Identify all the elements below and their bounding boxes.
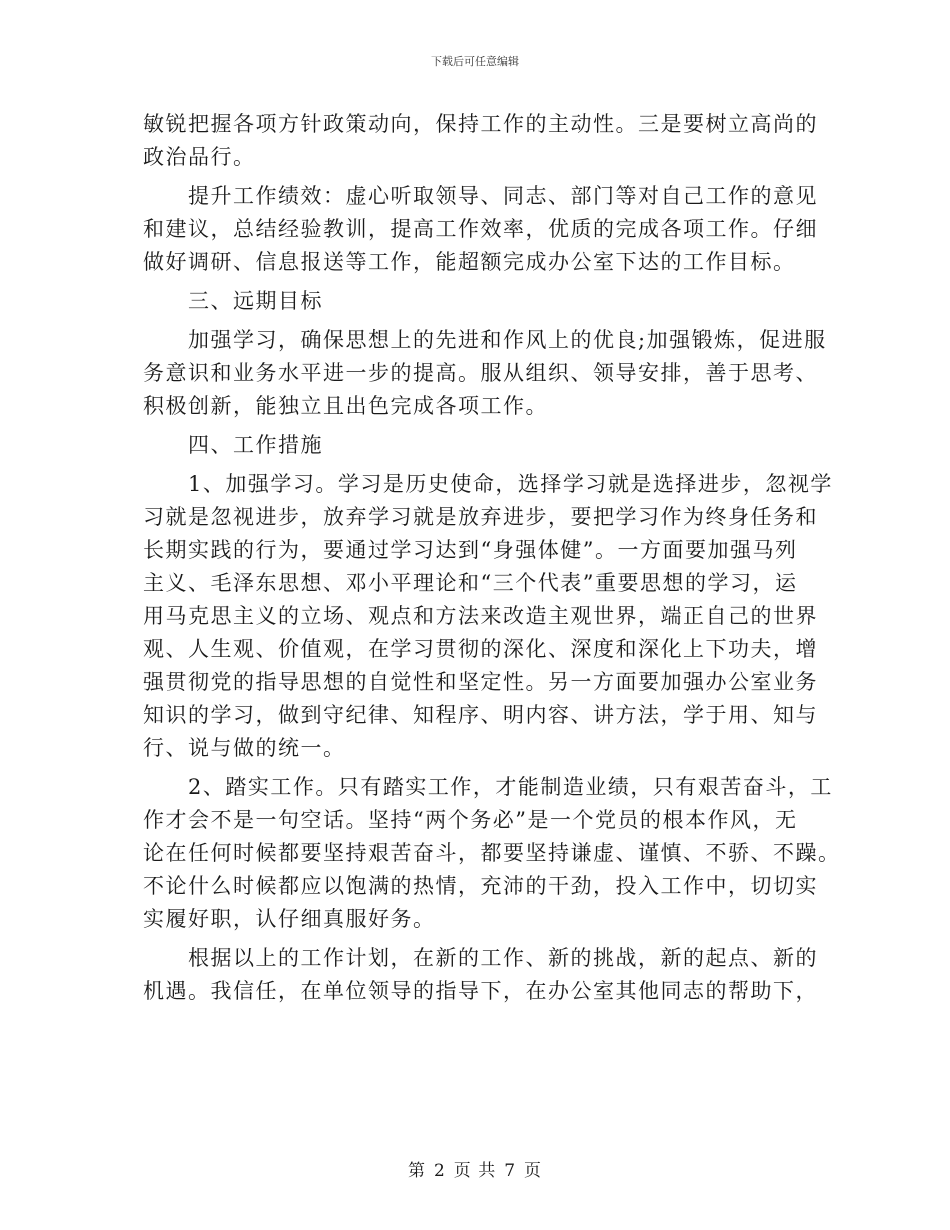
footer-prefix: 第 (407, 1161, 426, 1181)
text-line: 务意识和业务水平进一步的提高。服从组织、领导安排，善于思考、 (143, 361, 818, 385)
paragraph (143, 942, 818, 1008)
text-line: 根据以上的工作计划，在新的工作、新的挑战，新的起点、新的 (188, 946, 818, 970)
footer-suffix: 页 (524, 1161, 543, 1181)
text-line: 2、踏实工作。只有踏实工作，才能制造业绩，只有艰苦奋斗，工 (188, 775, 833, 799)
text-line: 主义、毛泽东思想、邓小平理论和“三个代表”重要思想的学习，运 (143, 571, 798, 595)
paragraph (143, 771, 841, 936)
document-body (143, 108, 841, 1014)
text-line: 习就是忽视进步，放弃学习就是放弃进步，要把学习作为终身任务和 (143, 505, 818, 529)
header-note: 下载后可任意编辑 (431, 55, 519, 68)
text-line: 论在任何时候都要坚持艰苦奋斗，都要坚持谦虚、谨慎、不骄、不躁。 (143, 841, 841, 865)
paragraph (143, 180, 818, 279)
text-line: 强贯彻党的指导思想的自觉性和坚定性。另一方面要加强办公室业务 (143, 670, 818, 694)
text-line: 四、工作措施 (188, 433, 323, 457)
text-line: 积极创新，能独立且出色完成各项工作。 (143, 394, 548, 418)
text-line: 实履好职，认仔细真服好务。 (143, 907, 436, 931)
text-line: 三、远期目标 (188, 289, 323, 313)
page-number: 2 (433, 1161, 446, 1181)
page-footer (0, 1156, 950, 1181)
text-line: 加强学习，确保思想上的先进和作风上的优良;加强锻炼，促进服 (188, 328, 827, 352)
section-heading (143, 429, 811, 462)
text-line: 知识的学习，做到守纪律、知程序、明内容、讲方法，学于用、知与 (143, 703, 818, 727)
text-line: 用马克思主义的立场、观点和方法来改造主观世界，端正自己的世界 (143, 604, 818, 628)
text-line: 不论什么时候都应以饱满的热情，充沛的干劲，投入工作中，切切实 (143, 874, 818, 898)
text-line: 做好调研、信息报送等工作，能超额完成办公室下达的工作目标。 (143, 250, 796, 274)
paragraph (143, 468, 833, 765)
text-line: 观、人生观、价值观，在学习贯彻的深化、深度和深化上下功夫，增 (143, 637, 818, 661)
text-line: 机遇。我信任，在单位领导的指导下，在办公室其他同志的帮助下， (143, 979, 818, 1003)
text-line: 政治品行。 (143, 145, 256, 169)
text-line: 和建议，总结经验教训，提高工作效率，优质的完成各项工作。仔细 (143, 217, 818, 241)
footer-middle: 页 共 (453, 1161, 497, 1181)
text-line: 行、说与做的统一。 (143, 736, 346, 760)
text-line: 1、加强学习。学习是历史使命，选择学习就是选择进步，忽视学 (188, 472, 833, 496)
text-line: 提升工作绩效：虚心听取领导、同志、部门等对自己工作的意见 (188, 184, 818, 208)
text-line: 敏锐把握各项方针政策动向，保持工作的主动性。三是要树立高尚的 (143, 112, 818, 136)
text-line: 作才会不是一句空话。坚持“两个务必”是一个党员的根本作风，无 (143, 808, 798, 832)
total-pages: 7 (504, 1161, 517, 1181)
section-heading (143, 285, 811, 318)
paragraph (143, 108, 818, 174)
text-line: 长期实践的行为，要通过学习达到“身强体健”。一方面要加强马列 (143, 538, 798, 562)
paragraph (143, 324, 827, 423)
